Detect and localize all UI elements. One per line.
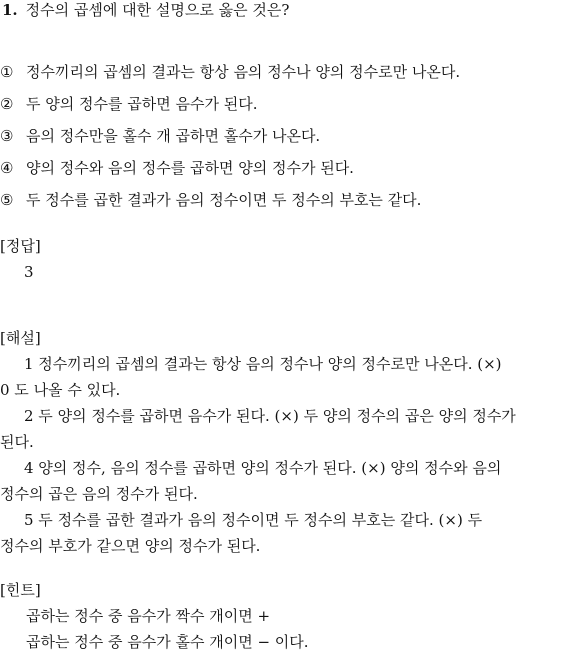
- option-3-mark: ③: [0, 127, 14, 145]
- option-5-mark: ⑤: [0, 191, 14, 209]
- option-4-mark: ④: [0, 159, 14, 177]
- answer-value: 3: [24, 263, 34, 281]
- explanation-line: 정수의 부호가 같으면 양의 정수가 된다.: [0, 537, 261, 555]
- explanation-heading: [해설]: [0, 329, 41, 347]
- explanation-line: 4 양의 정수, 음의 정수를 곱하면 양의 정수가 된다. (×) 양의 정수와 음의: [24, 459, 502, 477]
- option-2-text: 두 양의 정수를 곱하면 음수가 된다.: [26, 95, 258, 113]
- explanation-line: 5 두 정수를 곱한 결과가 음의 정수이면 두 정수의 부호는 같다. (×) 두: [24, 511, 483, 529]
- explanation-line: 1 정수끼리의 곱셈의 결과는 항상 음의 정수나 양의 정수로만 나온다. (×): [24, 355, 502, 373]
- explanation-line: 2 두 양의 정수를 곱하면 음수가 된다. (×) 두 양의 정수의 곱은 양의 정수가: [24, 407, 516, 425]
- question-line: [2, 0, 289, 20]
- question-text: 정수의 곱셈에 대한 설명으로 옳은 것은?: [25, 1, 290, 19]
- hint-heading: [힌트]: [0, 581, 41, 599]
- option-5-text: 두 정수를 곱한 결과가 음의 정수이면 두 정수의 부호는 같다.: [26, 191, 422, 209]
- explanation-line: 정수의 곱은 음의 정수가 된다.: [0, 485, 198, 503]
- option-3-text: 음의 정수만을 홀수 개 곱하면 홀수가 나온다.: [26, 127, 321, 145]
- hint-line: 곱하는 정수 중 음수가 홀수 개이면 − 이다.: [26, 633, 309, 651]
- explanation-line: 된다.: [0, 433, 34, 451]
- option-2-mark: ②: [0, 95, 14, 113]
- option-1[interactable]: [0, 62, 460, 82]
- option-4[interactable]: [0, 158, 354, 178]
- option-1-text: 정수끼리의 곱셈의 결과는 항상 음의 정수나 양의 정수로만 나온다.: [26, 63, 461, 81]
- option-2[interactable]: [0, 94, 257, 114]
- answer-heading: [정답]: [0, 237, 41, 255]
- option-1-mark: ①: [0, 63, 14, 81]
- option-3[interactable]: [0, 126, 320, 146]
- option-4-text: 양의 정수와 음의 정수를 곱하면 양의 정수가 된다.: [26, 159, 354, 177]
- hint-line: 곱하는 정수 중 음수가 짝수 개이면 +: [26, 607, 271, 625]
- option-5[interactable]: [0, 190, 421, 210]
- explanation-line: 0 도 나올 수 있다.: [0, 381, 121, 399]
- question-number: 1.: [2, 1, 18, 19]
